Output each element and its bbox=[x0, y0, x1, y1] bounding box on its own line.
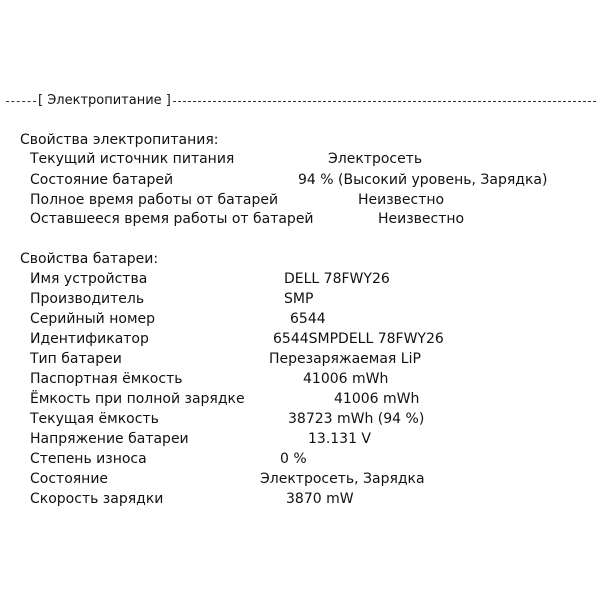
row-key: Оставшееся время работы от батарей bbox=[30, 211, 314, 227]
row-key: Состояние батарей bbox=[30, 172, 174, 188]
row-value: SMP bbox=[284, 291, 314, 307]
row-value: Неизвестно bbox=[358, 192, 445, 208]
row-value: DELL 78FWY26 bbox=[284, 271, 390, 287]
row-key: Ёмкость при полной зарядке bbox=[30, 391, 245, 407]
battery-row-identifier bbox=[30, 329, 590, 349]
power-row-battery-state bbox=[30, 170, 590, 190]
battery-row-wear-level bbox=[30, 449, 590, 469]
row-value: 0 % bbox=[280, 451, 307, 467]
battery-row-type bbox=[30, 349, 590, 369]
section-header-title: [ Электропитание ] bbox=[38, 93, 171, 108]
row-value: Неизвестно bbox=[378, 211, 465, 227]
row-key: Тип батареи bbox=[30, 351, 122, 367]
battery-row-design-capacity bbox=[30, 369, 590, 389]
battery-row-manufacturer bbox=[30, 289, 590, 309]
row-key: Степень износа bbox=[30, 451, 147, 467]
row-value: Перезаряжаемая LiP bbox=[269, 351, 421, 367]
row-value: 13.131 V bbox=[308, 431, 372, 447]
row-value: 41006 mWh bbox=[334, 391, 420, 407]
battery-row-full-charge-capacity bbox=[30, 389, 590, 409]
row-key: Текущий источник питания bbox=[30, 151, 235, 167]
row-value: 41006 mWh bbox=[303, 371, 389, 387]
row-value: 6544 bbox=[290, 311, 326, 327]
row-key: Производитель bbox=[30, 291, 145, 307]
header-dashes-left bbox=[6, 101, 36, 102]
battery-row-state bbox=[30, 469, 590, 489]
row-key: Напряжение батареи bbox=[30, 431, 189, 447]
row-value: 94 % (Высокий уровень, Зарядка) bbox=[298, 172, 548, 188]
row-key: Серийный номер bbox=[30, 311, 156, 327]
row-value: Электросеть bbox=[328, 151, 423, 167]
row-key: Текущая ёмкость bbox=[30, 411, 159, 427]
power-properties-title: Свойства электропитания: bbox=[20, 132, 219, 148]
battery-row-device-name bbox=[30, 269, 590, 289]
battery-row-voltage bbox=[30, 429, 590, 449]
row-value: 3870 mW bbox=[286, 491, 354, 507]
row-value: 38723 mWh (94 %) bbox=[288, 411, 425, 427]
row-key: Имя устройства bbox=[30, 271, 148, 287]
row-key: Скорость зарядки bbox=[30, 491, 164, 507]
battery-row-charge-rate bbox=[30, 489, 590, 509]
power-row-source bbox=[30, 149, 590, 169]
power-row-full-time bbox=[30, 190, 590, 210]
row-key: Полное время работы от батарей bbox=[30, 192, 279, 208]
battery-row-serial bbox=[30, 309, 590, 329]
battery-properties-title: Свойства батареи: bbox=[20, 251, 159, 267]
section-header bbox=[6, 91, 596, 111]
power-row-remaining-time bbox=[30, 209, 590, 229]
battery-row-current-capacity bbox=[30, 409, 590, 429]
row-key: Идентификатор bbox=[30, 331, 149, 347]
header-dashes-right bbox=[173, 101, 596, 102]
row-value: 6544SMPDELL 78FWY26 bbox=[273, 331, 444, 347]
row-value: Электросеть, Зарядка bbox=[260, 471, 425, 487]
row-key: Паспортная ёмкость bbox=[30, 371, 183, 387]
row-key: Состояние bbox=[30, 471, 109, 487]
